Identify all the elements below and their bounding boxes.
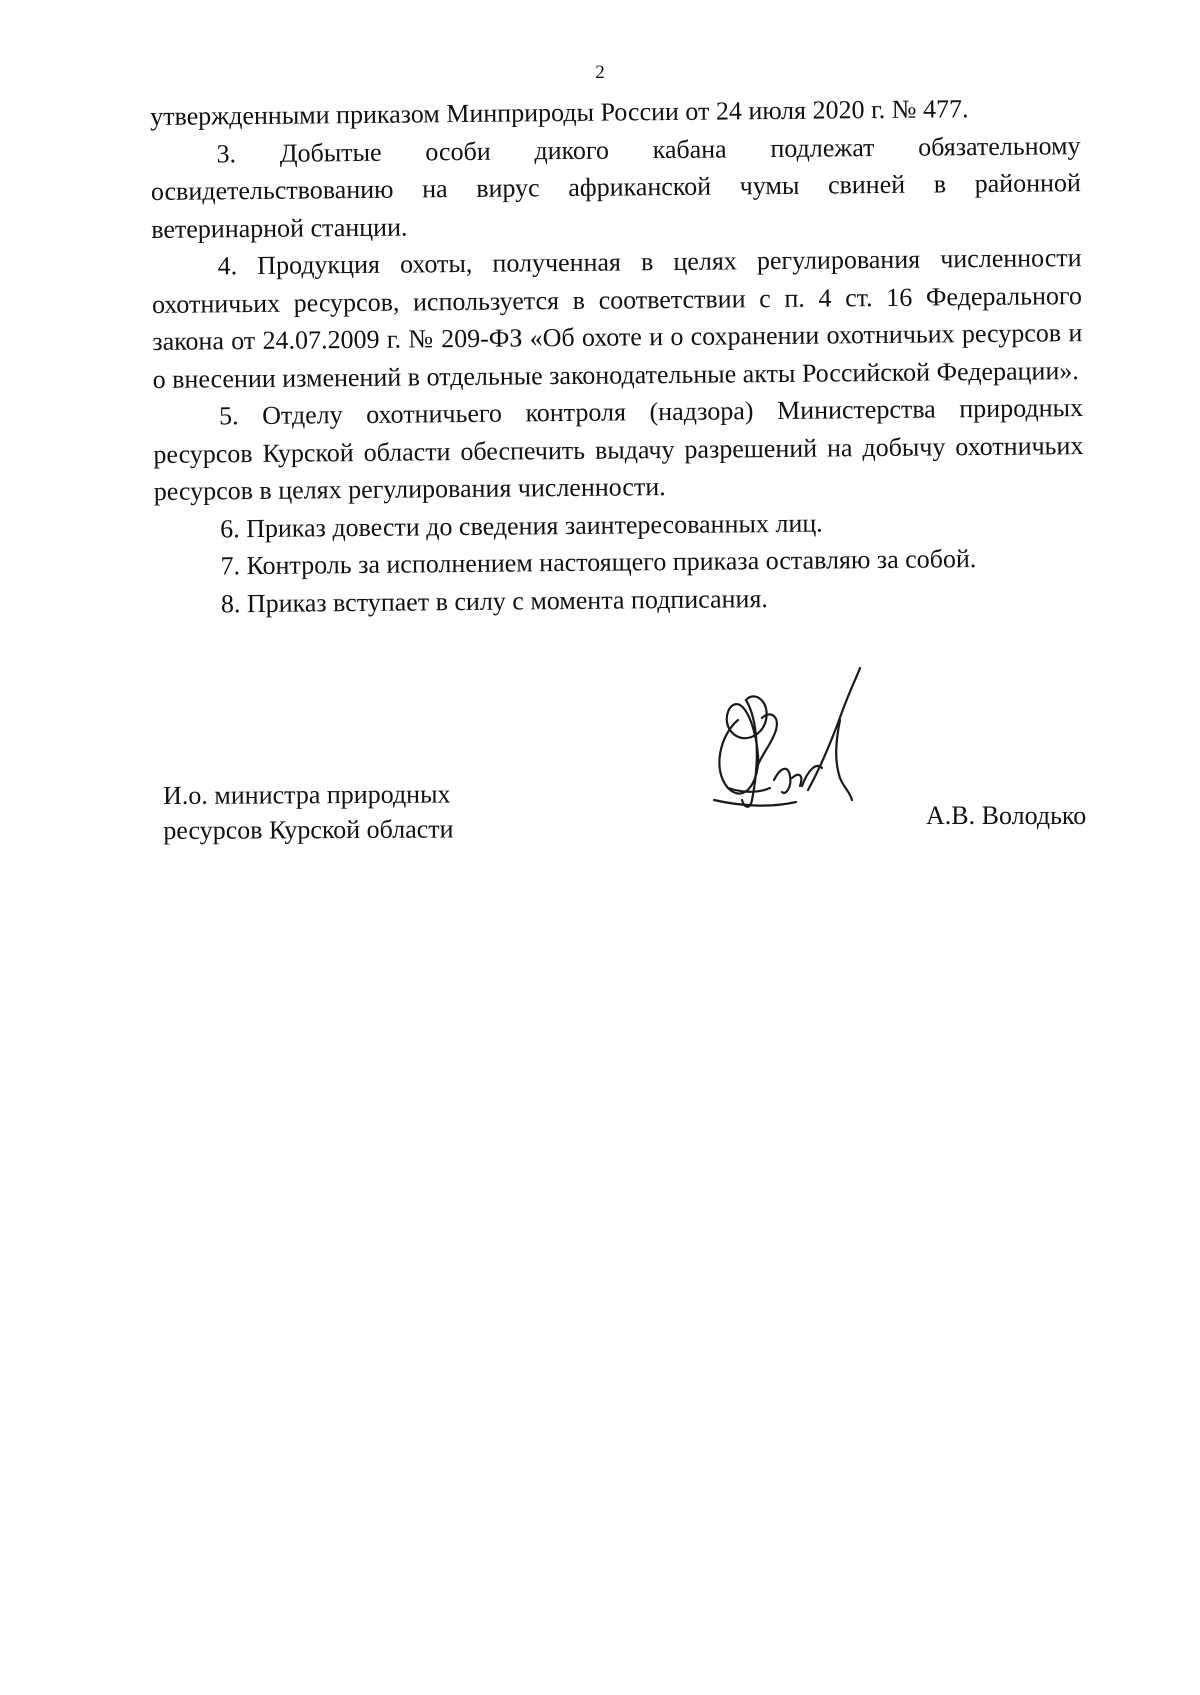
signatory-position-line-2: ресурсов Курской области [163,814,454,845]
document-body [150,89,1085,623]
signatory-position [163,776,454,848]
signatory-position-line-1: И.о. министра природных [163,779,451,810]
paragraph-continuation: утвержденными приказом Минприроды России от 24 июля 2020 г. № 477. [150,94,969,131]
paragraph-item-8: 8. Приказ вступает в силу с момента подписания. [220,583,768,618]
paragraph-item-5: 5. Отделу охотничьего контроля (надзора) Министерства природных ресурсов Курской области обеспечить выдачу разрешений на добычу охотничьих ресурсов в целях регулирования численности. [153,393,1084,506]
paragraph-item-6: 6. Приказ довести до сведения заинтересованных лиц. [219,508,823,543]
paragraph-item-7: 7. Контроль за исполнением настоящего приказа оставляю за собой. [220,544,977,581]
paragraph-item-4: 4. Продукция охоты, полученная в целях регулирования численности охотничьих ресурсов, используется в соответствии с п. 4 ст. 16 Федерального закона от 24.07.2009 г. № 209-ФЗ «Об охоте и о сохранении охотничьих ресурсов и о внесении изменений в отдельные законодательные акты Российской Федерации». [151,243,1083,394]
signatory-name: А.В. Володько [926,801,1087,830]
page-number: 2 [595,62,605,83]
paragraph-item-3: 3. Добытые особи дикого кабана подлежат обязательному освидетельствованию на вирус африканской чумы свиней в районной ветеринарной станции. [150,130,1081,244]
handwritten-signature [700,660,900,830]
